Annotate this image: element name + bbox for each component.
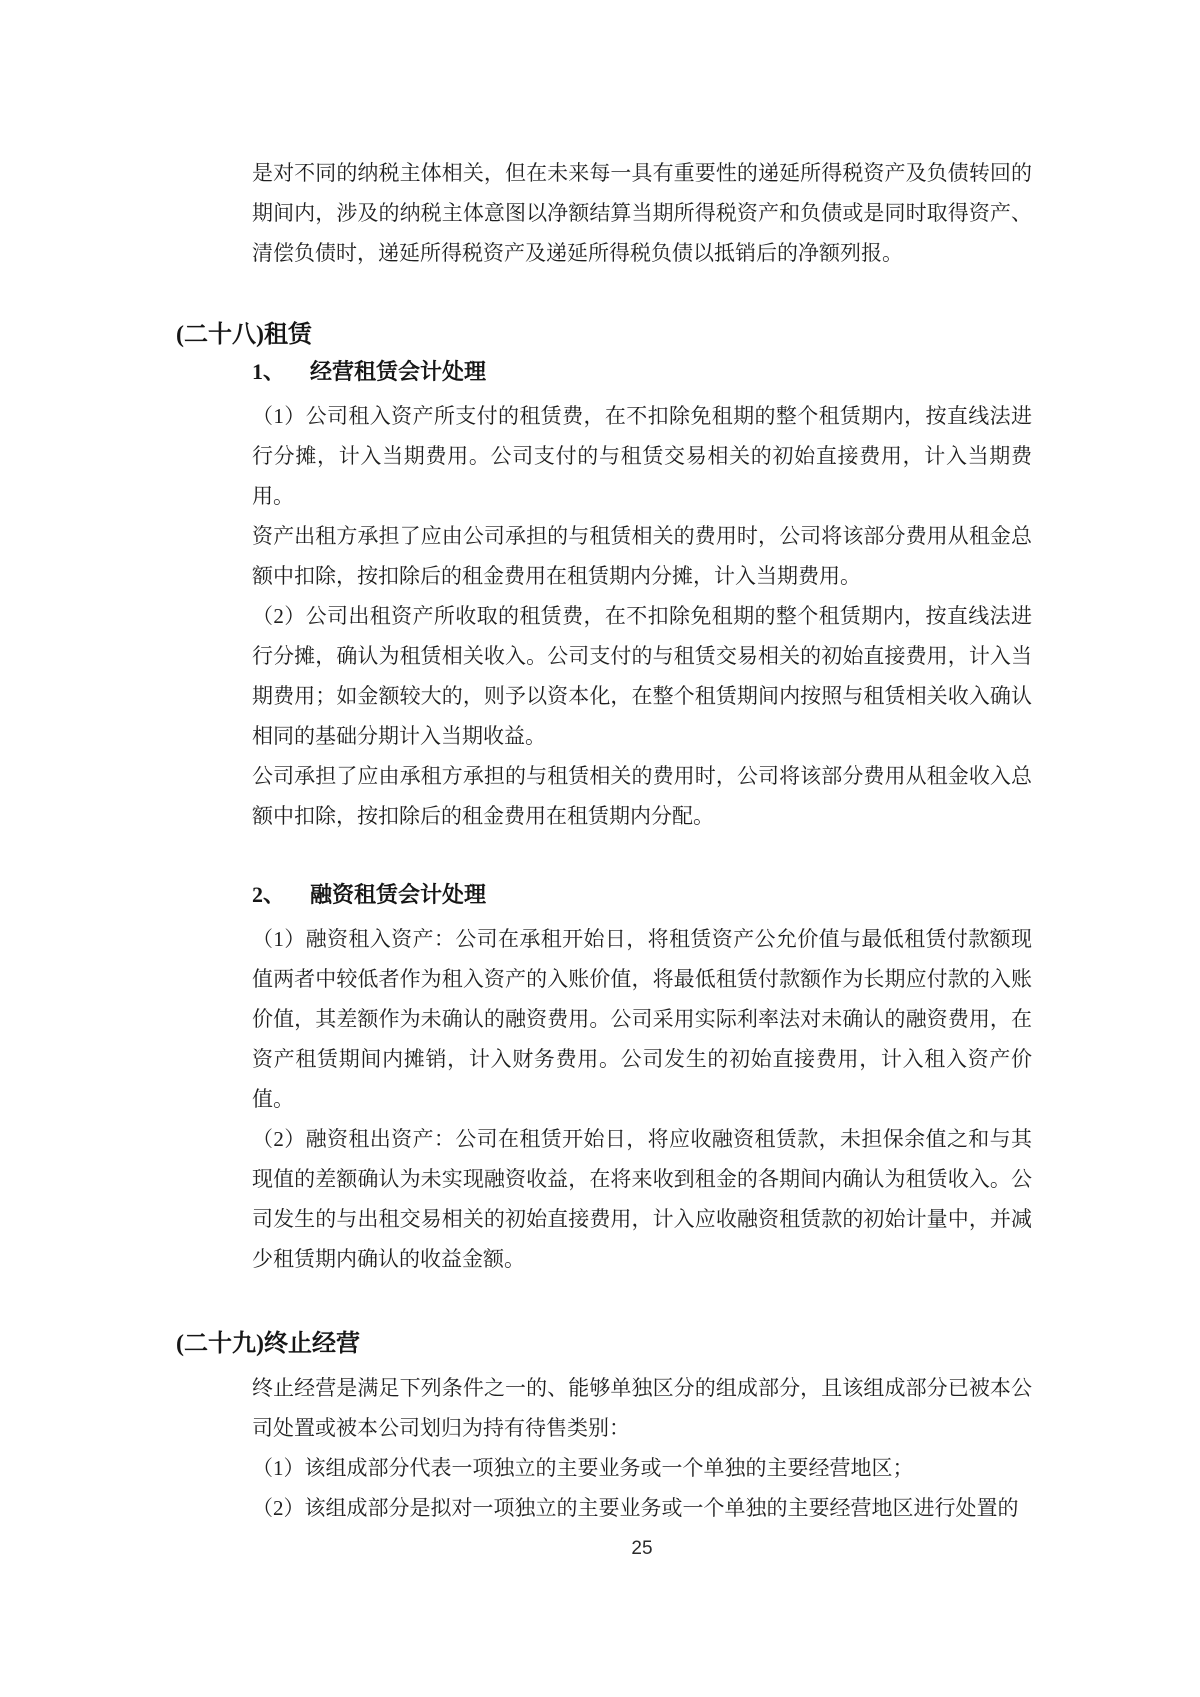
page-number: 25	[631, 1538, 653, 1559]
intro-paragraph: 是对不同的纳税主体相关，但在未来每一具有重要性的递延所得税资产及负债转回的期间内，涉及的纳税主体意图以净额结算当期所得税资产和负债或是同时取得资产、清偿负债时，递延所得税资产及递延所得税负债以抵销后的净额列报。	[252, 161, 1032, 265]
subsection-title: 融资租赁会计处理	[310, 882, 487, 907]
subsection-title: 经营租赁会计处理	[310, 359, 487, 384]
paragraph: 公司承担了应由承租方承担的与租赁相关的费用时，公司将该部分费用从租金收入总额中扣除，按扣除后的租金费用在租赁期内分配。	[252, 764, 1032, 828]
paragraph: （1）融资租入资产：公司在承租开始日，将租赁资产公允价值与最低租赁付款额现值两者中较低者作为租入资产的入账价值，将最低租赁付款额作为长期应付款的入账价值，其差额作为未确认的融资费用。公司采用实际利率法对未确认的融资费用，在资产租赁期间内摊销，计入财务费用。公司发生的初始直接费用，计入租入资产价值。	[252, 927, 1032, 1111]
section-heading-leases: (二十八)租赁	[176, 322, 312, 348]
paragraph: （2）公司出租资产所收取的租赁费，在不扣除免租期的整个租赁期内，按直线法进行分摊，确认为租赁相关收入。公司支付的与租赁交易相关的初始直接费用，计入当期费用；如金额较大的，则予以资本化，在整个租赁期间内按照与租赁相关收入确认相同的基础分期计入当期收益。	[252, 604, 1032, 748]
subsection-heading-finance-lease	[252, 879, 1018, 911]
paragraph: （2）融资租出资产：公司在租赁开始日，将应收融资租赁款，未担保余值之和与其现值的差额确认为未实现融资收益，在将来收到租金的各期间内确认为租赁收入。公司发生的与出租交易相关的初始直接费用，计入应收融资租赁款的初始计量中，并减少租赁期内确认的收益金额。	[252, 1127, 1032, 1271]
paragraph: 终止经营是满足下列条件之一的、能够单独区分的组成部分，且该组成部分已被本公司处置或被本公司划归为持有待售类别：	[252, 1376, 1032, 1440]
paragraph: 资产出租方承担了应由公司承担的与租赁相关的费用时，公司将该部分费用从租金总额中扣除，按扣除后的租金费用在租赁期内分摊，计入当期费用。	[252, 524, 1032, 588]
subsection-heading-operating-lease	[252, 356, 1018, 388]
section-heading-discontinued-operations: (二十九)终止经营	[176, 1331, 360, 1357]
paragraph: （1）公司租入资产所支付的租赁费，在不扣除免租期的整个租赁期内，按直线法进行分摊，计入当期费用。公司支付的与租赁交易相关的初始直接费用，计入当期费用。	[252, 404, 1032, 508]
paragraph: （1）该组成部分代表一项独立的主要业务或一个单独的主要经营地区；	[252, 1456, 914, 1480]
paragraph: （2）该组成部分是拟对一项独立的主要业务或一个单独的主要经营地区进行处置的	[252, 1496, 1019, 1520]
page-content	[176, 0, 1032, 1561]
subsection-number: 1、	[252, 359, 286, 384]
subsection-number: 2、	[252, 882, 286, 907]
